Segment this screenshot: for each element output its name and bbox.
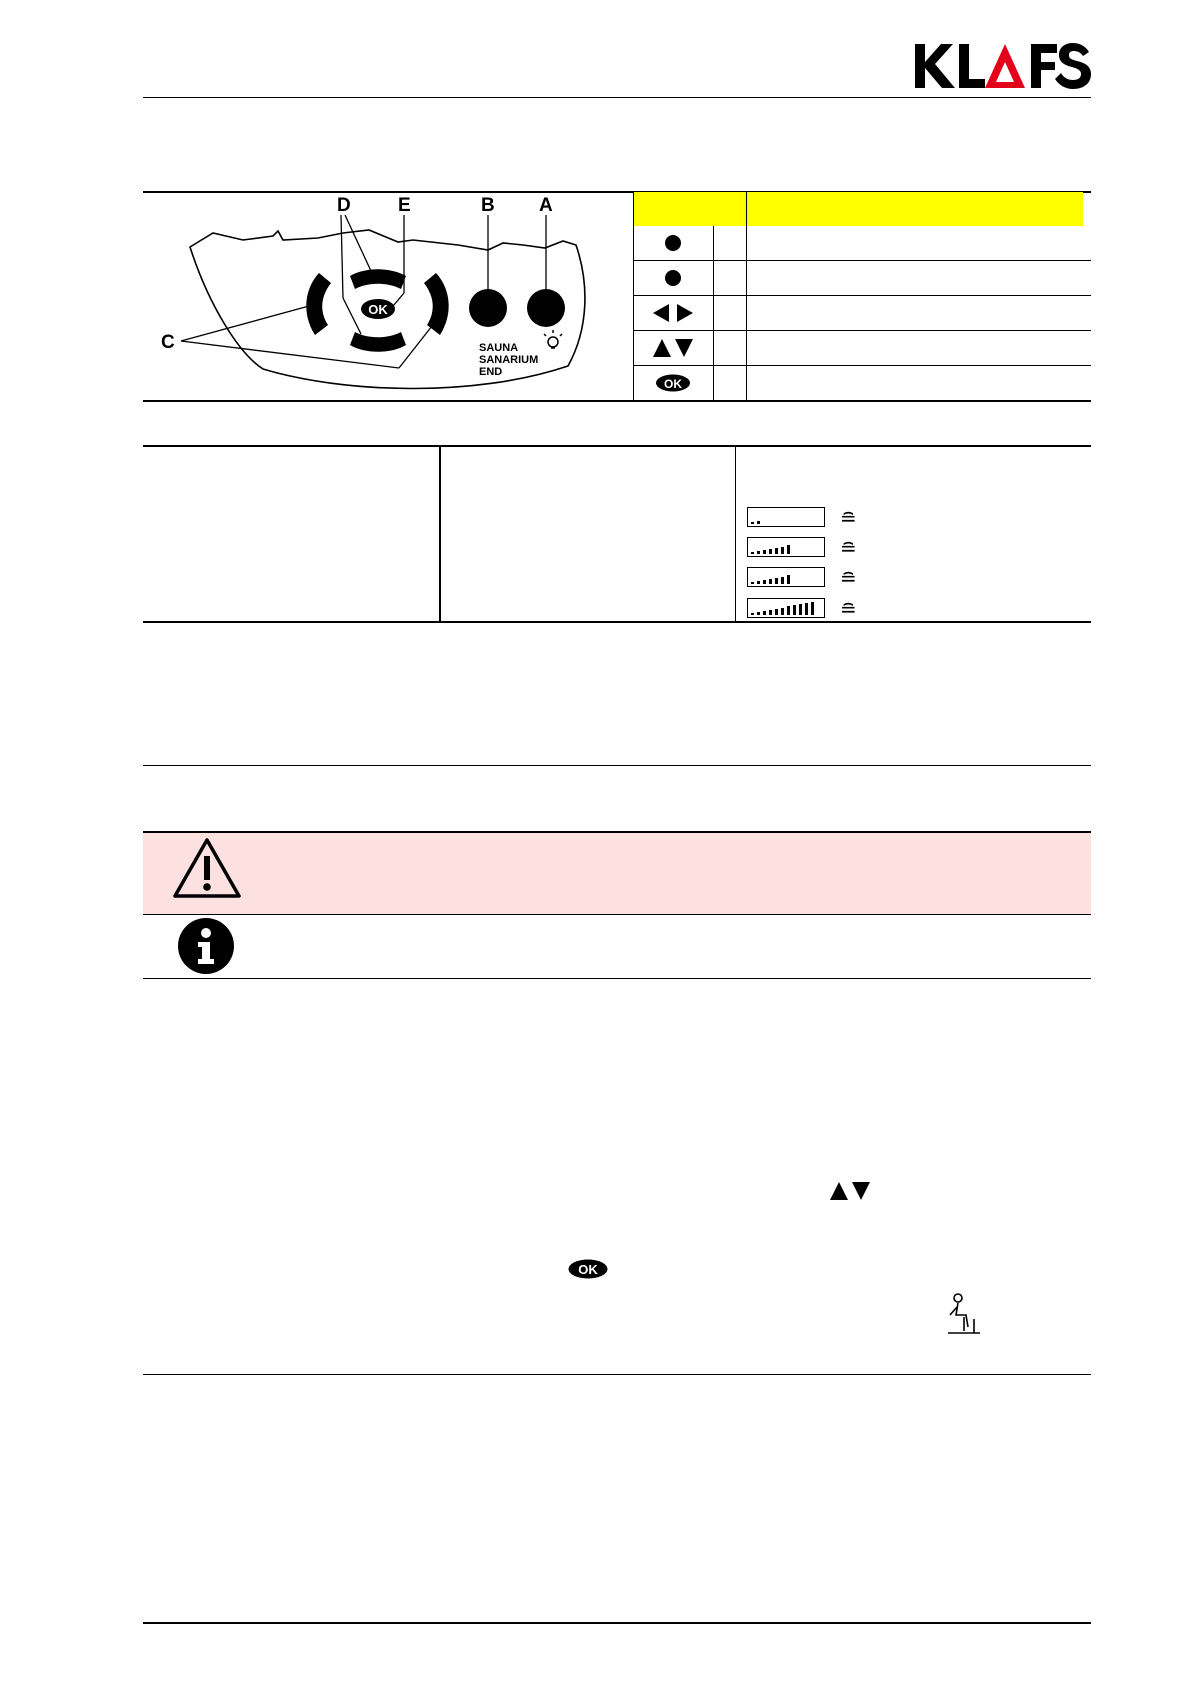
- section-rule: [143, 765, 1091, 766]
- table-column-divider: [439, 445, 441, 623]
- dot-icon: [633, 261, 713, 295]
- level-bar: [757, 551, 760, 554]
- level-bar: [757, 581, 760, 584]
- up-down-arrows-icon: [633, 331, 713, 365]
- legend-row: [633, 261, 1091, 296]
- callout-c: C: [161, 332, 175, 353]
- level-bar: [763, 611, 766, 615]
- level-bar: [775, 548, 778, 554]
- level-bar: [811, 602, 814, 615]
- level-bar: [763, 550, 766, 554]
- ok-button-icon: [568, 1259, 608, 1279]
- ok-button-icon: [633, 366, 713, 400]
- callout-e: E: [398, 195, 411, 216]
- section-rule: [143, 400, 1091, 402]
- table-column-divider: [735, 445, 736, 623]
- legend-header: [633, 192, 1083, 226]
- level-bar: [799, 604, 802, 615]
- callout-a: A: [539, 195, 553, 216]
- control-panel-diagram: [143, 193, 633, 400]
- level-bar: [751, 522, 754, 524]
- section-rule: [143, 1374, 1091, 1375]
- lightbulb-icon: [544, 330, 562, 348]
- level-display: [747, 507, 825, 527]
- info-rule-bottom: [143, 978, 1091, 979]
- level-bar: [763, 580, 766, 584]
- warning-rule-top: [143, 831, 1091, 833]
- level-bar: [757, 612, 760, 615]
- legend-row: [633, 366, 1091, 399]
- klafs-logo: [913, 38, 1091, 94]
- corresponds-symbol: ≘: [840, 536, 857, 560]
- level-bar: [805, 603, 808, 615]
- ok-label: OK: [368, 302, 388, 317]
- button-b-text-1: SAUNA: [479, 342, 519, 354]
- legend-row: [633, 296, 1091, 331]
- level-display: [747, 537, 825, 557]
- level-bar: [787, 606, 790, 615]
- svg-text:OK: OK: [578, 1262, 598, 1277]
- level-bar: [751, 582, 754, 584]
- legend-row: [633, 226, 1091, 261]
- level-bar: [787, 545, 790, 554]
- level-bar: [781, 577, 784, 584]
- warning-rule-bottom: [143, 914, 1091, 915]
- level-bar: [757, 521, 760, 524]
- table-rule-bottom: [143, 621, 1091, 623]
- level-bar: [751, 613, 754, 615]
- seated-person-icon: [944, 1293, 984, 1339]
- warning-notice: [143, 832, 1091, 914]
- level-bar: [769, 579, 772, 584]
- level-bar: [787, 575, 790, 584]
- level-bar: [775, 609, 778, 615]
- level-display: [747, 567, 825, 587]
- level-bar: [781, 608, 784, 615]
- warning-triangle-icon: [171, 836, 243, 900]
- header-rule: [143, 97, 1091, 98]
- level-bar: [775, 578, 778, 584]
- table-rule-top: [143, 445, 1091, 447]
- info-icon: [178, 918, 234, 974]
- corresponds-symbol: ≘: [840, 566, 857, 590]
- level-bar: [793, 605, 796, 615]
- button-b-text-3: END: [479, 366, 503, 378]
- left-right-arrows-icon: [633, 296, 713, 330]
- level-bar: [769, 549, 772, 554]
- level-bar: [751, 552, 754, 554]
- corresponds-symbol: ≘: [840, 597, 857, 621]
- callout-d: D: [337, 195, 351, 216]
- level-bar: [769, 610, 772, 615]
- button-b-text-2: SANARIUM: [479, 354, 539, 366]
- level-display: [747, 598, 825, 618]
- callout-b: B: [481, 195, 495, 216]
- svg-text:OK: OK: [664, 377, 682, 391]
- level-bar: [781, 547, 784, 554]
- footer-rule: [143, 1622, 1091, 1624]
- up-down-arrows-icon: [828, 1181, 872, 1201]
- corresponds-symbol: ≘: [840, 506, 857, 530]
- dot-icon: [633, 226, 713, 260]
- legend-row: [633, 331, 1091, 366]
- legend-table: [633, 192, 1091, 400]
